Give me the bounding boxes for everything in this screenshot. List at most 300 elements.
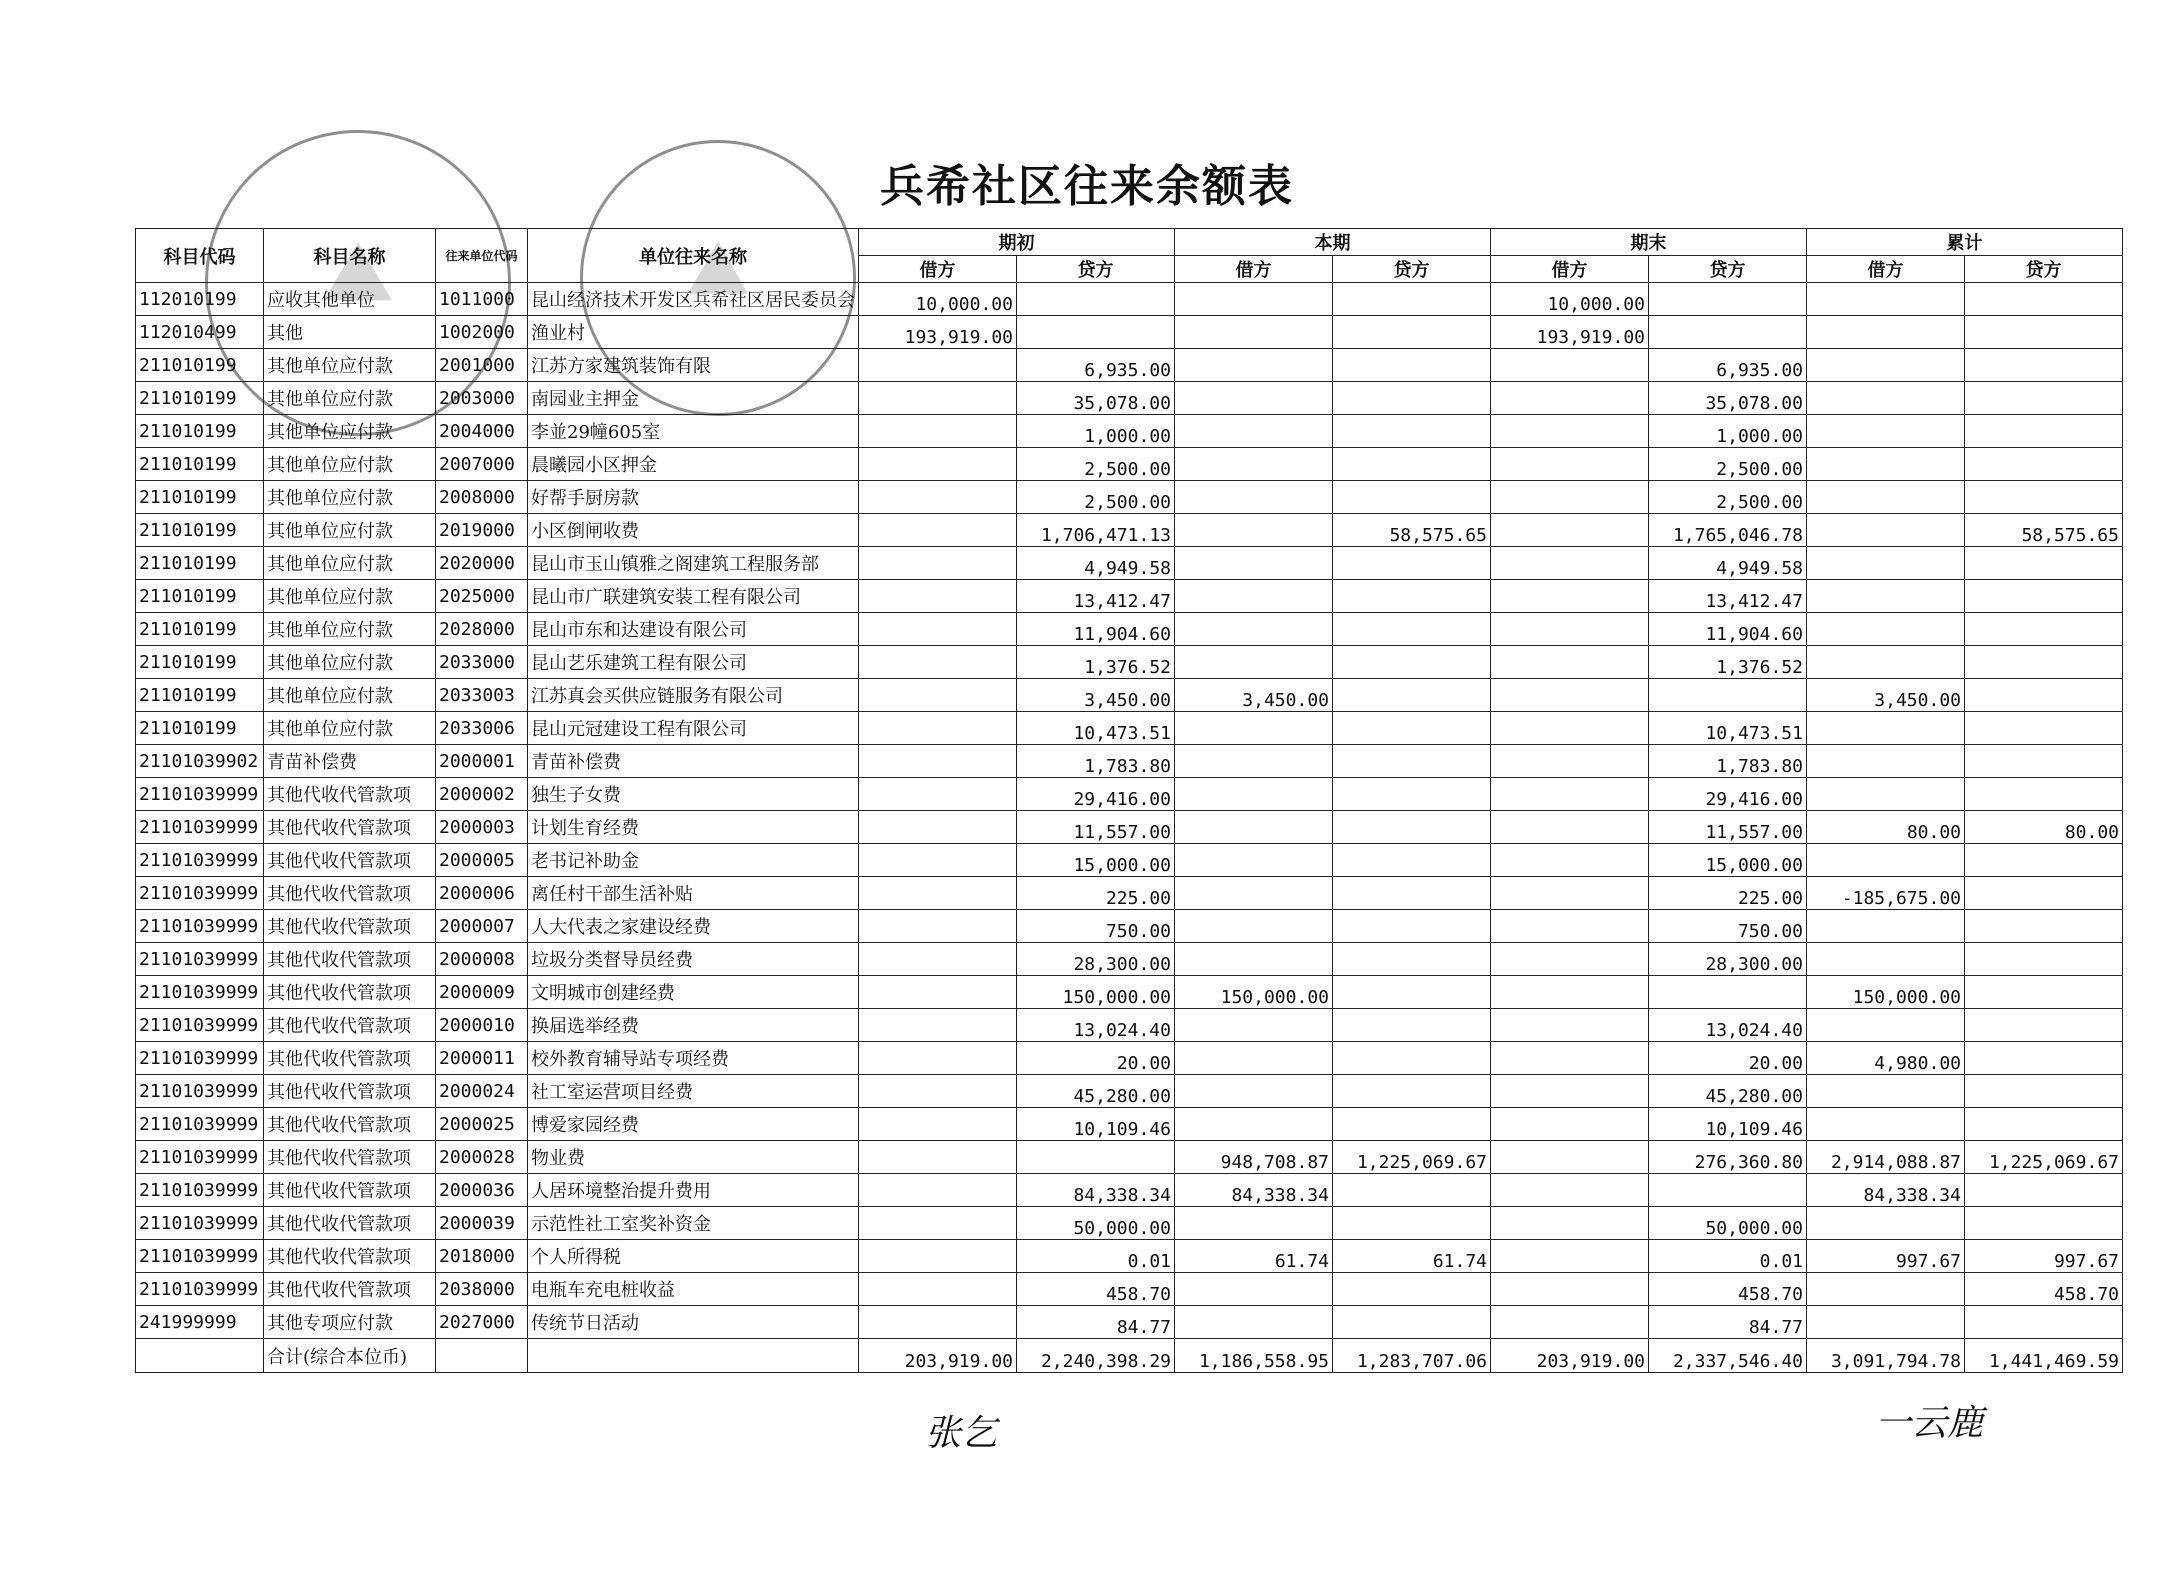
unit-code-cell: 2001000 [436,349,528,382]
current-debit-cell [1175,547,1333,580]
closing-debit-cell [1491,1306,1649,1339]
opening-debit-cell [859,415,1017,448]
total-closing-credit: 2,337,546.40 [1649,1339,1807,1373]
subject-name-cell: 其他 [264,316,436,349]
current-debit-cell [1175,844,1333,877]
unit-code-cell: 2033003 [436,679,528,712]
unit-name-cell: 李並29幢605室 [528,415,859,448]
opening-credit-cell: 1,000.00 [1017,415,1175,448]
table-row [136,316,2123,349]
unit-name-cell: 昆山市广联建筑安装工程有限公司 [528,580,859,613]
header-unit-code: 往来单位代码 [436,229,528,283]
closing-credit-cell: 458.70 [1649,1273,1807,1306]
unit-name-cell: 人居环境整治提升费用 [528,1174,859,1207]
cumulative-debit-cell: 3,450.00 [1807,679,1965,712]
cumulative-credit-cell [1965,613,2123,646]
unit-name-cell: 示范性社工室奖补资金 [528,1207,859,1240]
closing-debit-cell [1491,679,1649,712]
subject-name-cell: 其他单位应付款 [264,646,436,679]
subject-code-cell: 211010199 [136,646,264,679]
unit-code-cell: 2025000 [436,580,528,613]
cumulative-credit-cell: 80.00 [1965,811,2123,844]
opening-credit-cell: 28,300.00 [1017,943,1175,976]
cumulative-credit-cell [1965,1174,2123,1207]
subject-code-cell: 21101039999 [136,877,264,910]
unit-name-cell: 好帮手厨房款 [528,481,859,514]
total-opening-credit: 2,240,398.29 [1017,1339,1175,1373]
unit-code-cell: 1002000 [436,316,528,349]
unit-code-cell: 2019000 [436,514,528,547]
cumulative-debit-cell: 80.00 [1807,811,1965,844]
current-credit-cell: 61.74 [1333,1240,1491,1273]
unit-code-cell: 2000010 [436,1009,528,1042]
table-row [136,1009,2123,1042]
subject-code-cell: 241999999 [136,1306,264,1339]
unit-name-cell: 物业费 [528,1141,859,1174]
opening-debit-cell [859,1108,1017,1141]
header-opening-credit: 贷方 [1017,256,1175,283]
subject-name-cell: 其他单位应付款 [264,481,436,514]
unit-name-cell: 昆山经济技术开发区兵希社区居民委员会 [528,283,859,316]
closing-debit-cell [1491,382,1649,415]
unit-name-cell: 个人所得税 [528,1240,859,1273]
closing-debit-cell [1491,811,1649,844]
opening-credit-cell [1017,1141,1175,1174]
opening-credit-cell: 10,109.46 [1017,1108,1175,1141]
cumulative-debit-cell [1807,481,1965,514]
cumulative-credit-cell [1965,382,2123,415]
cumulative-credit-cell [1965,646,2123,679]
cumulative-debit-cell [1807,1108,1965,1141]
current-credit-cell [1333,1174,1491,1207]
subject-name-cell: 其他单位应付款 [264,415,436,448]
closing-credit-cell: 6,935.00 [1649,349,1807,382]
unit-code-cell: 2003000 [436,382,528,415]
closing-debit-cell [1491,514,1649,547]
closing-credit-cell: 10,473.51 [1649,712,1807,745]
cumulative-debit-cell [1807,646,1965,679]
opening-credit-cell: 13,412.47 [1017,580,1175,613]
closing-credit-cell: 750.00 [1649,910,1807,943]
unit-name-cell: 传统节日活动 [528,1306,859,1339]
opening-debit-cell: 193,919.00 [859,316,1017,349]
total-cumulative-credit: 1,441,469.59 [1965,1339,2123,1373]
header-cumulative: 累计 [1807,229,2123,256]
total-blank [528,1339,859,1373]
opening-credit-cell: 6,935.00 [1017,349,1175,382]
unit-name-cell: 人大代表之家建设经费 [528,910,859,943]
closing-debit-cell [1491,1042,1649,1075]
current-credit-cell [1333,1009,1491,1042]
closing-debit-cell [1491,448,1649,481]
subject-name-cell: 其他代收代管款项 [264,910,436,943]
current-credit-cell [1333,910,1491,943]
closing-credit-cell: 45,280.00 [1649,1075,1807,1108]
unit-code-cell: 2018000 [436,1240,528,1273]
closing-debit-cell [1491,877,1649,910]
unit-code-cell: 2000003 [436,811,528,844]
header-opening: 期初 [859,229,1175,256]
current-credit-cell [1333,547,1491,580]
subject-code-cell: 21101039999 [136,1240,264,1273]
header-current-debit: 借方 [1175,256,1333,283]
current-credit-cell [1333,646,1491,679]
unit-name-cell: 昆山元冠建设工程有限公司 [528,712,859,745]
unit-code-cell: 2000025 [436,1108,528,1141]
closing-debit-cell [1491,1108,1649,1141]
opening-debit-cell [859,976,1017,1009]
opening-debit-cell [859,844,1017,877]
subject-name-cell: 其他专项应付款 [264,1306,436,1339]
current-debit-cell [1175,613,1333,646]
current-debit-cell [1175,316,1333,349]
subject-code-cell: 211010199 [136,580,264,613]
closing-debit-cell [1491,349,1649,382]
opening-debit-cell [859,382,1017,415]
table-row [136,415,2123,448]
unit-code-cell: 2027000 [436,1306,528,1339]
opening-credit-cell: 29,416.00 [1017,778,1175,811]
opening-credit-cell: 20.00 [1017,1042,1175,1075]
cumulative-debit-cell [1807,514,1965,547]
table-row [136,679,2123,712]
unit-code-cell: 2000036 [436,1174,528,1207]
unit-code-cell: 2000024 [436,1075,528,1108]
current-debit-cell: 150,000.00 [1175,976,1333,1009]
closing-credit-cell: 35,078.00 [1649,382,1807,415]
table-row [136,646,2123,679]
closing-credit-cell: 28,300.00 [1649,943,1807,976]
closing-debit-cell [1491,415,1649,448]
opening-credit-cell: 2,500.00 [1017,448,1175,481]
opening-credit-cell [1017,316,1175,349]
subject-name-cell: 其他单位应付款 [264,679,436,712]
closing-credit-cell: 276,360.80 [1649,1141,1807,1174]
unit-code-cell: 2000001 [436,745,528,778]
unit-code-cell: 2000006 [436,877,528,910]
closing-credit-cell: 15,000.00 [1649,844,1807,877]
current-credit-cell [1333,580,1491,613]
current-debit-cell [1175,712,1333,745]
subject-name-cell: 其他代收代管款项 [264,877,436,910]
header-closing-credit: 贷方 [1649,256,1807,283]
subject-code-cell: 21101039999 [136,1273,264,1306]
closing-credit-cell: 20.00 [1649,1042,1807,1075]
current-debit-cell [1175,910,1333,943]
current-credit-cell: 58,575.65 [1333,514,1491,547]
header-closing: 期末 [1491,229,1807,256]
opening-debit-cell [859,613,1017,646]
closing-debit-cell [1491,844,1649,877]
current-credit-cell [1333,811,1491,844]
current-debit-cell [1175,943,1333,976]
closing-debit-cell [1491,1240,1649,1273]
closing-credit-cell: 2,500.00 [1649,481,1807,514]
subject-code-cell: 21101039999 [136,844,264,877]
unit-code-cell: 2033000 [436,646,528,679]
closing-debit-cell [1491,1207,1649,1240]
cumulative-credit-cell: 997.67 [1965,1240,2123,1273]
current-credit-cell [1333,1075,1491,1108]
subject-code-cell: 211010199 [136,613,264,646]
current-debit-cell [1175,1075,1333,1108]
unit-name-cell: 离任村干部生活补贴 [528,877,859,910]
current-credit-cell [1333,877,1491,910]
opening-credit-cell: 15,000.00 [1017,844,1175,877]
opening-debit-cell [859,712,1017,745]
table-row [136,910,2123,943]
unit-code-cell: 2000009 [436,976,528,1009]
closing-debit-cell [1491,1273,1649,1306]
subject-name-cell: 其他代收代管款项 [264,1174,436,1207]
table-row [136,613,2123,646]
subject-code-cell: 21101039999 [136,1042,264,1075]
subject-name-cell: 其他单位应付款 [264,580,436,613]
closing-debit-cell [1491,910,1649,943]
current-debit-cell [1175,1207,1333,1240]
closing-credit-cell: 1,783.80 [1649,745,1807,778]
cumulative-credit-cell [1965,679,2123,712]
header-closing-debit: 借方 [1491,256,1649,283]
current-credit-cell [1333,415,1491,448]
cumulative-debit-cell [1807,844,1965,877]
opening-credit-cell: 11,904.60 [1017,613,1175,646]
subject-code-cell: 211010199 [136,679,264,712]
subject-name-cell: 其他代收代管款项 [264,1075,436,1108]
current-debit-cell: 61.74 [1175,1240,1333,1273]
cumulative-credit-cell [1965,448,2123,481]
unit-name-cell: 昆山市东和达建设有限公司 [528,613,859,646]
opening-debit-cell [859,877,1017,910]
subject-code-cell: 211010199 [136,349,264,382]
current-debit-cell: 948,708.87 [1175,1141,1333,1174]
closing-credit-cell: 4,949.58 [1649,547,1807,580]
cumulative-credit-cell [1965,1009,2123,1042]
cumulative-debit-cell: 84,338.34 [1807,1174,1965,1207]
current-debit-cell [1175,283,1333,316]
cumulative-credit-cell [1965,844,2123,877]
cumulative-credit-cell [1965,415,2123,448]
total-blank [136,1339,264,1373]
subject-code-cell: 21101039999 [136,910,264,943]
subject-code-cell: 211010199 [136,481,264,514]
subject-name-cell: 其他代收代管款项 [264,1240,436,1273]
unit-name-cell: 社工室运营项目经费 [528,1075,859,1108]
cumulative-credit-cell: 58,575.65 [1965,514,2123,547]
table-row [136,349,2123,382]
closing-credit-cell: 2,500.00 [1649,448,1807,481]
opening-credit-cell: 84.77 [1017,1306,1175,1339]
subject-code-cell: 21101039999 [136,1207,264,1240]
cumulative-credit-cell [1965,778,2123,811]
header-cumulative-credit: 贷方 [1965,256,2123,283]
header-opening-debit: 借方 [859,256,1017,283]
header-subject-code: 科目代码 [136,229,264,283]
opening-credit-cell: 1,706,471.13 [1017,514,1175,547]
unit-name-cell: 独生子女费 [528,778,859,811]
table-row [136,1108,2123,1141]
signature-left: 张乞 [925,1413,998,1454]
opening-debit-cell [859,1273,1017,1306]
unit-code-cell: 2028000 [436,613,528,646]
closing-debit-cell [1491,1009,1649,1042]
current-credit-cell [1333,1273,1491,1306]
current-credit-cell [1333,481,1491,514]
closing-credit-cell: 29,416.00 [1649,778,1807,811]
cumulative-credit-cell [1965,1207,2123,1240]
closing-credit-cell [1649,976,1807,1009]
subject-name-cell: 其他代收代管款项 [264,1009,436,1042]
current-credit-cell [1333,778,1491,811]
cumulative-debit-cell [1807,1306,1965,1339]
cumulative-credit-cell: 458.70 [1965,1273,2123,1306]
current-credit-cell [1333,1042,1491,1075]
subject-name-cell: 其他单位应付款 [264,514,436,547]
opening-credit-cell: 750.00 [1017,910,1175,943]
opening-credit-cell: 225.00 [1017,877,1175,910]
cumulative-credit-cell [1965,1108,2123,1141]
closing-debit-cell [1491,547,1649,580]
opening-credit-cell: 1,783.80 [1017,745,1175,778]
balance-table [135,228,2123,1373]
cumulative-debit-cell [1807,448,1965,481]
closing-credit-cell [1649,283,1807,316]
unit-code-cell: 2000011 [436,1042,528,1075]
cumulative-debit-cell [1807,1075,1965,1108]
current-credit-cell [1333,349,1491,382]
subject-name-cell: 其他代收代管款项 [264,778,436,811]
current-debit-cell [1175,778,1333,811]
total-opening-debit: 203,919.00 [859,1339,1017,1373]
current-debit-cell [1175,580,1333,613]
cumulative-debit-cell [1807,745,1965,778]
cumulative-debit-cell [1807,613,1965,646]
unit-name-cell: 晨曦园小区押金 [528,448,859,481]
current-debit-cell [1175,1108,1333,1141]
closing-credit-cell: 1,000.00 [1649,415,1807,448]
subject-name-cell: 其他代收代管款项 [264,1141,436,1174]
current-debit-cell [1175,415,1333,448]
opening-credit-cell [1017,283,1175,316]
table-row [136,1207,2123,1240]
closing-debit-cell [1491,1141,1649,1174]
unit-code-cell: 2020000 [436,547,528,580]
cumulative-debit-cell [1807,580,1965,613]
current-credit-cell [1333,844,1491,877]
opening-credit-cell: 50,000.00 [1017,1207,1175,1240]
subject-name-cell: 其他代收代管款项 [264,976,436,1009]
current-debit-cell [1175,481,1333,514]
subject-name-cell: 其他单位应付款 [264,448,436,481]
cumulative-debit-cell [1807,778,1965,811]
opening-debit-cell [859,1042,1017,1075]
current-debit-cell [1175,646,1333,679]
current-credit-cell [1333,976,1491,1009]
current-credit-cell [1333,448,1491,481]
closing-credit-cell [1649,316,1807,349]
header-subject-name: 科目名称 [264,229,436,283]
table-row [136,547,2123,580]
cumulative-debit-cell: 150,000.00 [1807,976,1965,1009]
closing-debit-cell: 10,000.00 [1491,283,1649,316]
current-debit-cell [1175,382,1333,415]
cumulative-credit-cell [1965,943,2123,976]
closing-credit-cell: 10,109.46 [1649,1108,1807,1141]
unit-code-cell: 2000007 [436,910,528,943]
table-row [136,1306,2123,1339]
table-row [136,844,2123,877]
table-row [136,481,2123,514]
total-current-credit: 1,283,707.06 [1333,1339,1491,1373]
closing-credit-cell: 0.01 [1649,1240,1807,1273]
subject-name-cell: 其他代收代管款项 [264,1042,436,1075]
opening-credit-cell: 84,338.34 [1017,1174,1175,1207]
opening-debit-cell [859,1306,1017,1339]
closing-debit-cell [1491,613,1649,646]
unit-code-cell: 2008000 [436,481,528,514]
closing-credit-cell [1649,1174,1807,1207]
opening-credit-cell: 150,000.00 [1017,976,1175,1009]
cumulative-debit-cell [1807,415,1965,448]
table-row [136,580,2123,613]
subject-code-cell: 21101039902 [136,745,264,778]
opening-debit-cell [859,679,1017,712]
opening-credit-cell: 4,949.58 [1017,547,1175,580]
subject-code-cell: 21101039999 [136,1141,264,1174]
current-credit-cell [1333,1306,1491,1339]
subject-code-cell: 21101039999 [136,811,264,844]
subject-code-cell: 211010199 [136,514,264,547]
cumulative-credit-cell [1965,547,2123,580]
cumulative-credit-cell [1965,349,2123,382]
cumulative-debit-cell: 2,914,088.87 [1807,1141,1965,1174]
opening-debit-cell [859,1240,1017,1273]
cumulative-debit-cell [1807,712,1965,745]
closing-debit-cell [1491,646,1649,679]
opening-debit-cell [859,1207,1017,1240]
cumulative-credit-cell: 1,225,069.67 [1965,1141,2123,1174]
current-credit-cell [1333,745,1491,778]
current-credit-cell: 1,225,069.67 [1333,1141,1491,1174]
cumulative-debit-cell [1807,1273,1965,1306]
current-debit-cell [1175,448,1333,481]
cumulative-debit-cell [1807,910,1965,943]
current-credit-cell [1333,943,1491,976]
unit-code-cell: 2007000 [436,448,528,481]
opening-debit-cell [859,448,1017,481]
unit-name-cell: 小区倒闸收费 [528,514,859,547]
closing-credit-cell: 1,765,046.78 [1649,514,1807,547]
closing-debit-cell [1491,745,1649,778]
unit-code-cell: 1011000 [436,283,528,316]
subject-name-cell: 其他单位应付款 [264,382,436,415]
current-debit-cell [1175,1306,1333,1339]
current-credit-cell [1333,382,1491,415]
current-debit-cell [1175,1273,1333,1306]
table-row [136,712,2123,745]
unit-code-cell: 2000039 [436,1207,528,1240]
closing-debit-cell [1491,1174,1649,1207]
total-label: 合计(综合本位币) [264,1339,436,1373]
cumulative-debit-cell [1807,316,1965,349]
cumulative-debit-cell [1807,547,1965,580]
subject-name-cell: 其他代收代管款项 [264,1207,436,1240]
current-credit-cell [1333,712,1491,745]
unit-name-cell: 电瓶车充电桩收益 [528,1273,859,1306]
subject-code-cell: 211010199 [136,448,264,481]
table-row [136,1240,2123,1273]
cumulative-debit-cell: -185,675.00 [1807,877,1965,910]
